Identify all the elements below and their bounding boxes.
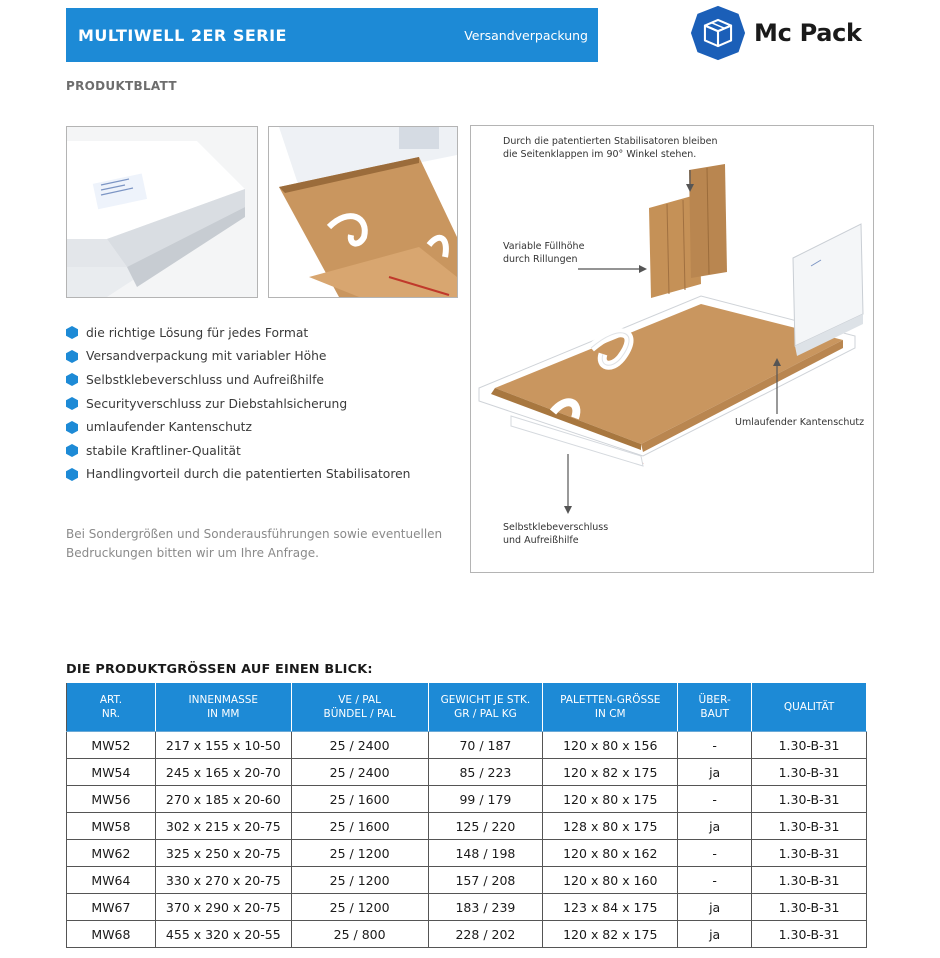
cell-art-nr: MW52 xyxy=(67,732,156,759)
table-row xyxy=(67,813,867,840)
hexagon-bullet-icon xyxy=(66,350,78,363)
cell-qualitaet: 1.30-B-31 xyxy=(752,867,867,894)
product-photo-closed xyxy=(66,126,258,298)
feature-text: Versandverpackung mit variabler Höhe xyxy=(86,349,327,364)
header-ueberbaut: ÜBER- BAUT xyxy=(678,683,752,732)
cell-ve-pal: 25 / 1600 xyxy=(291,786,428,813)
feature-text: Handlingvorteil durch die patentierten Stabilisatoren xyxy=(86,467,411,482)
label-line: und Aufreißhilfe xyxy=(503,535,579,546)
cell-innenmasse: 302 x 215 x 20-75 xyxy=(155,813,291,840)
cell-ve-pal: 25 / 1600 xyxy=(291,813,428,840)
cell-gewicht: 85 / 223 xyxy=(428,759,543,786)
cell-art-nr: MW68 xyxy=(67,921,156,948)
table-row xyxy=(67,759,867,786)
cell-art-nr: MW56 xyxy=(67,786,156,813)
list-item xyxy=(66,463,456,487)
cell-art-nr: MW54 xyxy=(67,759,156,786)
table-row xyxy=(67,867,867,894)
cell-innenmasse: 325 x 250 x 20-75 xyxy=(155,840,291,867)
cell-gewicht: 70 / 187 xyxy=(428,732,543,759)
header-qualitaet: QUALITÄT xyxy=(752,683,867,732)
cell-innenmasse: 330 x 270 x 20-75 xyxy=(155,867,291,894)
cell-innenmasse: 245 x 165 x 20-70 xyxy=(155,759,291,786)
feature-text: umlaufender Kantenschutz xyxy=(86,420,252,435)
label-line: durch Rillungen xyxy=(503,254,578,265)
cell-qualitaet: 1.30-B-31 xyxy=(752,921,867,948)
label-line: Durch die patentierten Stabilisatoren bleiben xyxy=(503,136,718,147)
list-item xyxy=(66,368,456,392)
cell-paletten: 120 x 82 x 175 xyxy=(543,759,678,786)
table-row xyxy=(67,921,867,948)
cell-art-nr: MW67 xyxy=(67,894,156,921)
brand-name: Mc Pack xyxy=(754,19,862,47)
hexagon-bullet-icon xyxy=(66,444,78,457)
cell-paletten: 120 x 80 x 162 xyxy=(543,840,678,867)
cell-ueberbaut: ja xyxy=(678,894,752,921)
label-kantenschutz: Umlaufender Kantenschutz xyxy=(735,417,865,428)
cell-ueberbaut: - xyxy=(678,786,752,813)
cell-ueberbaut: - xyxy=(678,840,752,867)
cell-innenmasse: 370 x 290 x 20-75 xyxy=(155,894,291,921)
cell-ueberbaut: ja xyxy=(678,759,752,786)
product-diagram xyxy=(470,125,874,573)
list-item xyxy=(66,345,456,369)
cell-paletten: 123 x 84 x 175 xyxy=(543,894,678,921)
product-photo-open xyxy=(268,126,458,298)
series-subtitle: Versandverpackung xyxy=(464,27,588,43)
cell-innenmasse: 455 x 320 x 20-55 xyxy=(155,921,291,948)
hexagon-bullet-icon xyxy=(66,373,78,386)
section-label: PRODUKTBLATT xyxy=(66,79,177,93)
cell-ueberbaut: - xyxy=(678,867,752,894)
list-item xyxy=(66,392,456,416)
hexagon-bullet-icon xyxy=(66,326,78,339)
cell-qualitaet: 1.30-B-31 xyxy=(752,786,867,813)
cell-art-nr: MW58 xyxy=(67,813,156,840)
header-banner xyxy=(66,8,598,62)
cell-paletten: 120 x 80 x 160 xyxy=(543,867,678,894)
cell-gewicht: 157 / 208 xyxy=(428,867,543,894)
cell-gewicht: 99 / 179 xyxy=(428,786,543,813)
label-line: Variable Füllhöhe xyxy=(503,241,585,252)
feature-text: stabile Kraftliner-Qualität xyxy=(86,443,241,458)
list-item xyxy=(66,439,456,463)
table-row xyxy=(67,840,867,867)
cell-paletten: 120 x 80 x 156 xyxy=(543,732,678,759)
cell-gewicht: 148 / 198 xyxy=(428,840,543,867)
hexagon-bullet-icon xyxy=(66,468,78,481)
table-title: DIE PRODUKTGRÖSSEN AUF EINEN BLICK: xyxy=(66,662,373,677)
cell-innenmasse: 270 x 185 x 20-60 xyxy=(155,786,291,813)
cell-art-nr: MW62 xyxy=(67,840,156,867)
custom-request-note: Bei Sondergrößen und Sonderausführungen sowie eventuellen Bedruckungen bitten wir um Ihre Anfrage. xyxy=(66,527,443,560)
list-item xyxy=(66,415,456,439)
feature-list xyxy=(66,321,456,486)
cell-art-nr: MW64 xyxy=(67,867,156,894)
cell-qualitaet: 1.30-B-31 xyxy=(752,813,867,840)
product-size-table xyxy=(66,682,867,948)
cell-gewicht: 228 / 202 xyxy=(428,921,543,948)
brand-logo xyxy=(690,3,890,63)
cell-ve-pal: 25 / 2400 xyxy=(291,732,428,759)
cell-ve-pal: 25 / 800 xyxy=(291,921,428,948)
cell-ve-pal: 25 / 1200 xyxy=(291,867,428,894)
table-row xyxy=(67,786,867,813)
label-line: Selbstklebeverschluss xyxy=(503,522,609,533)
header-art-nr: ART. NR. xyxy=(67,683,156,732)
cell-ueberbaut: ja xyxy=(678,813,752,840)
cell-qualitaet: 1.30-B-31 xyxy=(752,840,867,867)
cell-qualitaet: 1.30-B-31 xyxy=(752,894,867,921)
box-logo-icon xyxy=(690,5,746,61)
label-verschluss xyxy=(503,521,608,547)
cell-qualitaet: 1.30-B-31 xyxy=(752,759,867,786)
cell-qualitaet: 1.30-B-31 xyxy=(752,732,867,759)
cell-ueberbaut: ja xyxy=(678,921,752,948)
table-row xyxy=(67,894,867,921)
feature-text: Securityverschluss zur Diebstahlsicherung xyxy=(86,396,348,411)
cell-ve-pal: 25 / 2400 xyxy=(291,759,428,786)
label-line: die Seitenklappen im 90° Winkel stehen. xyxy=(503,149,697,160)
label-stabilisatoren xyxy=(503,135,717,161)
series-title: MULTIWELL 2ER SERIE xyxy=(78,25,287,45)
cell-innenmasse: 217 x 155 x 10-50 xyxy=(155,732,291,759)
header-innenmasse: INNENMASSE IN MM xyxy=(155,683,291,732)
cell-ueberbaut: - xyxy=(678,732,752,759)
header-ve-pal: VE / PAL BÜNDEL / PAL xyxy=(291,683,428,732)
cell-ve-pal: 25 / 1200 xyxy=(291,840,428,867)
cell-paletten: 120 x 82 x 175 xyxy=(543,921,678,948)
cell-paletten: 120 x 80 x 175 xyxy=(543,786,678,813)
hexagon-bullet-icon xyxy=(66,421,78,434)
cell-gewicht: 183 / 239 xyxy=(428,894,543,921)
feature-text: Selbstklebeverschluss und Aufreißhilfe xyxy=(86,372,324,387)
hexagon-bullet-icon xyxy=(66,397,78,410)
cell-paletten: 128 x 80 x 175 xyxy=(543,813,678,840)
cell-ve-pal: 25 / 1200 xyxy=(291,894,428,921)
table-header-row xyxy=(67,683,867,732)
table-row xyxy=(67,732,867,759)
list-item xyxy=(66,321,456,345)
header-gewicht: GEWICHT JE STK. GR / PAL KG xyxy=(428,683,543,732)
cell-gewicht: 125 / 220 xyxy=(428,813,543,840)
feature-text: die richtige Lösung für jedes Format xyxy=(86,325,309,340)
header-paletten: PALETTEN-GRÖSSE IN CM xyxy=(543,683,678,732)
label-fuellhoehe xyxy=(503,240,584,266)
